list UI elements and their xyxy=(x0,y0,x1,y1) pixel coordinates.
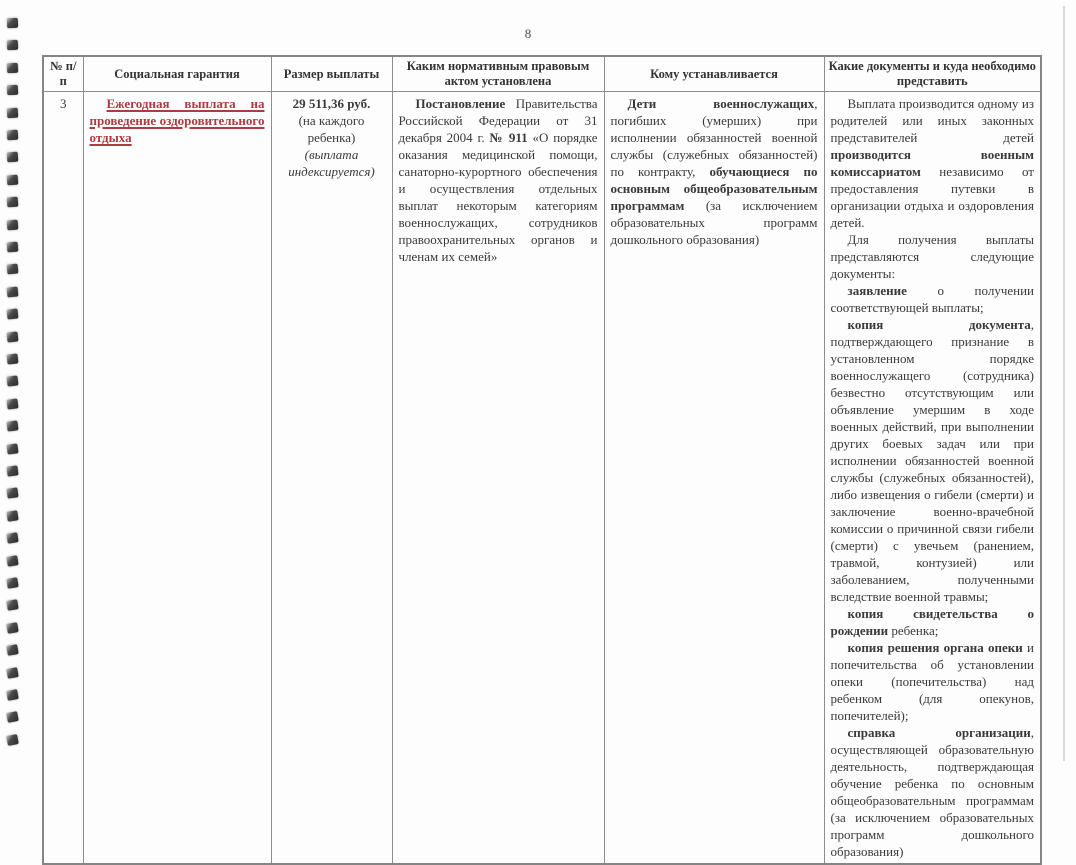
cell-documents xyxy=(824,92,1041,865)
benefits-table xyxy=(42,55,1042,865)
document-paragraph: копия документа, подтверждающего признание в установленном порядке военнослужащего (сотрудника) безвестно отсутствующим или объявление умершим в ходе военных действий, при выполнении других боевых задач или при исполнении обязанностей военной службы (служебных обязанностей), либо извещения о гибели (смерти) и заключение военно-врачебной комиссии о причинной связи гибели (смерти) с увечьем (ранением, травмой, контузией) или заболеванием, полученными вследствие военной травмы; xyxy=(830,317,1034,604)
col-header-documents: Какие документы и куда необходимо представить xyxy=(824,56,1041,92)
binding-hole xyxy=(6,532,18,544)
legal-act-text: Постановление Правительства Российской Федерации от 31 декабря 2004 г. № 911 «О порядке оказания медицинской помощи, санаторно-курортного обеспечения и осуществления отдельных выплат некоторым категориям военнослужащих, сотрудников правоохранительных органов и членам их семей» xyxy=(398,96,598,264)
binding-hole xyxy=(7,85,18,96)
col-header-guarantee: Социальная гарантия xyxy=(83,56,271,92)
binding-hole xyxy=(6,622,19,634)
binding-hole xyxy=(6,488,18,499)
col-header-amount: Размер выплаты xyxy=(271,56,392,92)
cell-guarantee xyxy=(83,92,271,865)
amount-value: 29 511,36 руб. xyxy=(292,96,371,111)
binding-hole xyxy=(6,510,18,521)
binding-hole xyxy=(7,309,19,320)
page-edge-shadow xyxy=(1063,6,1065,761)
binding-hole xyxy=(6,465,18,476)
binding-hole xyxy=(7,331,19,342)
binding-hole xyxy=(7,219,19,230)
guarantee-title: Ежегодная выплата на проведение оздоровительного отдыха xyxy=(89,96,265,145)
page-number: 8 xyxy=(524,26,532,41)
col-header-num: № п/п xyxy=(43,56,83,92)
document-paragraph: Для получения выплаты представляются следующие документы: xyxy=(830,232,1034,281)
recipients-text: Дети военнослужащих, погибших (умерших) при исполнении обязанностей военной службы (служебных обязанностей) по контракту, обучающиеся по основным общеобразовательным программам (за исключением образовательных программ дошкольного образования) xyxy=(610,96,818,247)
table-row xyxy=(43,92,1041,865)
binding-hole xyxy=(7,174,19,185)
binding-hole xyxy=(6,689,19,701)
binding-hole xyxy=(7,107,19,118)
binding-hole xyxy=(6,555,18,567)
document-paragraph: копия свидетельства о рождении ребенка; xyxy=(830,606,1034,638)
amount-per-child: (на каждого ребенка) xyxy=(298,113,365,145)
cell-recipients xyxy=(604,92,824,865)
binding-hole xyxy=(7,130,19,141)
binding-hole xyxy=(7,286,19,297)
col-header-recipients: Кому устанавливается xyxy=(604,56,824,92)
binding-hole xyxy=(6,644,19,656)
amount-indexation-note: (выплата индексируется) xyxy=(288,147,375,179)
binding-hole xyxy=(7,197,19,208)
table-header-row xyxy=(43,56,1041,92)
document-paragraph: Выплата производится одному из родителей или иных законных представителей детей производится военным комиссариатом независимо от предоставления путевки в организации отдыха и оздоровления детей. xyxy=(830,96,1034,230)
cell-legal-act xyxy=(392,92,604,865)
document-paragraph: справка организации, осуществляющей образовательную деятельность, подтверждающая обучение ребенка по основным общеобразовательным программам (за исключением образовательных программ дошкольного образования) xyxy=(830,725,1034,859)
binding-hole xyxy=(6,376,18,387)
cell-amount xyxy=(271,92,392,865)
binding-hole xyxy=(7,264,19,275)
col-header-legal-act: Каким нормативным правовым актом установлена xyxy=(392,56,604,92)
cell-row-number: 3 xyxy=(43,92,83,865)
binding-hole xyxy=(6,600,18,612)
binding-hole xyxy=(6,443,18,454)
binding-hole xyxy=(6,711,19,723)
binding-hole xyxy=(7,152,19,163)
binding-hole xyxy=(6,421,18,432)
binding-hole xyxy=(6,398,18,409)
document-paragraph: заявление о получении соответствующей выплаты; xyxy=(830,283,1034,315)
binding-hole xyxy=(7,63,18,73)
binding-hole xyxy=(6,353,18,364)
binding-hole xyxy=(6,577,18,589)
document-paragraph: копия решения органа опеки и попечительства об установлении опеки (попечительства) над ребенком (для опекунов, попечителей); xyxy=(830,640,1034,723)
binding-hole xyxy=(6,667,19,679)
binding-hole xyxy=(6,734,19,746)
binding-hole xyxy=(7,242,19,253)
